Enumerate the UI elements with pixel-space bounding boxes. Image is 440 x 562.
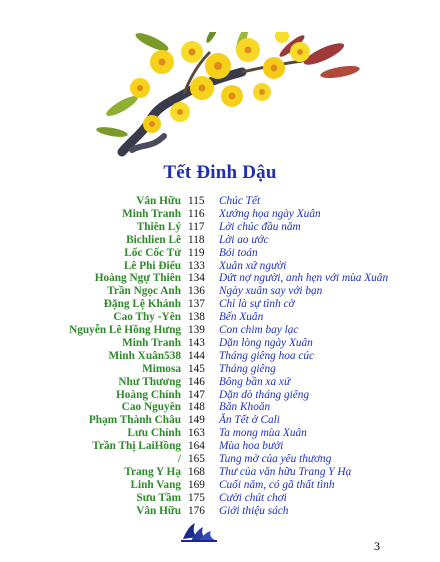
toc-work-title: Mùa hoa bưởi xyxy=(219,440,284,453)
toc-page-number: 169 xyxy=(188,478,205,491)
toc-page-number: 117 xyxy=(188,220,205,233)
toc-entry xyxy=(0,505,440,518)
toc-author: Trần Thị LaiHồng xyxy=(92,440,181,453)
toc-author: Hoàng Chính xyxy=(116,388,181,401)
toc-page-number: 149 xyxy=(188,414,205,427)
toc-entry xyxy=(0,337,440,350)
toc-work-title: Ăn Tết ở Cali xyxy=(219,414,280,427)
toc-page-number: 148 xyxy=(188,401,205,414)
page-title: Tết Đinh Dậu xyxy=(163,162,277,183)
toc-entry xyxy=(0,195,440,208)
toc-page-number: 144 xyxy=(188,349,205,362)
toc-page-number: 115 xyxy=(188,195,205,207)
toc-page-number: 175 xyxy=(188,491,205,504)
toc-author: Linh Vang xyxy=(130,478,181,491)
toc-work-title: Con chim bay lạc xyxy=(219,324,299,336)
toc-entry xyxy=(0,414,440,427)
toc-entry xyxy=(0,247,440,260)
toc-entry xyxy=(0,350,440,363)
toc-author: Thiên Lý xyxy=(136,220,181,233)
toc-author: Lê Phi Điểu xyxy=(123,259,181,272)
toc-entry xyxy=(0,285,440,298)
toc-page-number: 165 xyxy=(188,453,205,465)
toc-work-title: Giới thiệu sách xyxy=(219,504,289,517)
toc-work-title: Chúc Tết xyxy=(219,195,261,207)
toc-author: Vân Hữu xyxy=(136,504,181,517)
toc-page-number: 138 xyxy=(188,311,205,324)
toc-work-title: Cười chút chơi xyxy=(219,491,287,504)
toc-author: Như Thương xyxy=(118,375,181,388)
toc-entry xyxy=(0,401,440,414)
toc-entry xyxy=(0,440,440,453)
toc-author: Nguyễn Lê Hồng Hưng xyxy=(69,324,181,336)
toc-author: Lưu Chính xyxy=(127,427,181,440)
toc-page-number: 118 xyxy=(188,233,205,246)
toc-author: Đặng Lệ Khánh xyxy=(103,298,181,311)
toc-work-title: Bông bần xa xứ xyxy=(219,375,291,388)
apricot-blossom-illustration xyxy=(92,32,370,166)
toc-work-title: Xuân xứ người xyxy=(219,259,287,272)
toc-author: Hoàng Ngự Thiên xyxy=(94,272,181,285)
toc-author: Cao Nguyên xyxy=(121,401,181,414)
toc-work-title: Ngày xuân say với bạn xyxy=(219,285,323,298)
toc-entry xyxy=(0,363,440,376)
toc-author: Vân Hữu xyxy=(136,195,181,207)
toc-entry xyxy=(0,453,440,466)
toc-page-number: 176 xyxy=(188,504,205,517)
toc-author: Minh Tranh xyxy=(122,336,181,349)
toc-work-title: Dặn lòng ngày Xuân xyxy=(219,336,313,349)
toc-page-number: 133 xyxy=(188,259,205,272)
toc-entry xyxy=(0,272,440,285)
toc-page-number: 137 xyxy=(188,298,205,311)
toc-entry xyxy=(0,427,440,440)
toc-entry xyxy=(0,298,440,311)
toc-work-title: Chỉ là sự tình cờ xyxy=(219,298,295,311)
toc-work-title: Ta mong mùa Xuân xyxy=(219,427,307,440)
toc-work-title: Xướng họa ngày Xuân xyxy=(219,207,321,220)
toc-author: Mimosa xyxy=(142,362,181,375)
toc-author: / xyxy=(177,453,181,465)
toc-work-title: Bến Xuân xyxy=(219,311,264,324)
toc-entry xyxy=(0,234,440,247)
toc-work-title: Bói toán xyxy=(219,246,258,259)
toc-author: Minh Tranh xyxy=(122,207,181,220)
toc-page-number: 147 xyxy=(188,388,205,401)
toc-entry xyxy=(0,492,440,505)
toc-work-title: Cuối năm, có gã thất tình xyxy=(219,478,335,491)
toc-page-number: 163 xyxy=(188,427,205,440)
toc-page-number: 168 xyxy=(188,465,205,478)
page-number: 3 xyxy=(374,539,380,553)
toc-entry xyxy=(0,389,440,402)
toc-work-title: Băn Khoăn xyxy=(219,401,271,414)
toc-entry xyxy=(0,466,440,479)
toc-page-number: 139 xyxy=(188,324,205,336)
toc-author: Minh Xuân538 xyxy=(108,349,181,362)
toc-page-number: 143 xyxy=(188,336,205,349)
toc-page-number: 119 xyxy=(188,246,205,259)
wave-logo-icon xyxy=(181,519,217,543)
toc-author: Phạm Thành Châu xyxy=(88,414,181,427)
toc-author: Trần Ngọc Anh xyxy=(107,285,181,298)
toc-work-title: Tung mờ của yêu thương xyxy=(219,453,332,465)
toc-entry xyxy=(0,260,440,273)
toc-work-title: Lời ao ước xyxy=(219,233,269,246)
toc-page-number: 134 xyxy=(188,272,205,285)
toc-work-title: Tháng giêng hoa cúc xyxy=(219,349,315,362)
toc-author: Trang Y Hạ xyxy=(124,465,181,478)
toc-page-number: 136 xyxy=(188,285,205,298)
toc-entry xyxy=(0,479,440,492)
toc-page-number: 146 xyxy=(188,375,205,388)
toc-entry xyxy=(0,311,440,324)
toc-page-number: 164 xyxy=(188,440,205,453)
toc-page-number: 145 xyxy=(188,362,205,375)
toc-work-title: Tháng giêng xyxy=(219,362,276,375)
toc-work-title: Dứt nợ người, anh hẹn với mùa Xuân xyxy=(219,272,389,285)
toc-author: Cao Thy -Yên xyxy=(113,311,181,324)
toc-work-title: Lời chúc đầu năm xyxy=(219,220,301,233)
toc-entry xyxy=(0,208,440,221)
toc-entry xyxy=(0,324,440,337)
toc-entry xyxy=(0,376,440,389)
toc-author: Sưu Tầm xyxy=(136,491,181,504)
toc-work-title: Dặn dò tháng giêng xyxy=(219,388,310,401)
toc-page-number: 116 xyxy=(188,207,205,220)
toc-author: Bichlien Lê xyxy=(126,233,181,246)
toc-entry xyxy=(0,221,440,234)
toc-work-title: Thư của văn hữu Trang Y Hạ xyxy=(219,465,352,478)
toc-author: Lốc Cốc Tử xyxy=(124,246,181,259)
